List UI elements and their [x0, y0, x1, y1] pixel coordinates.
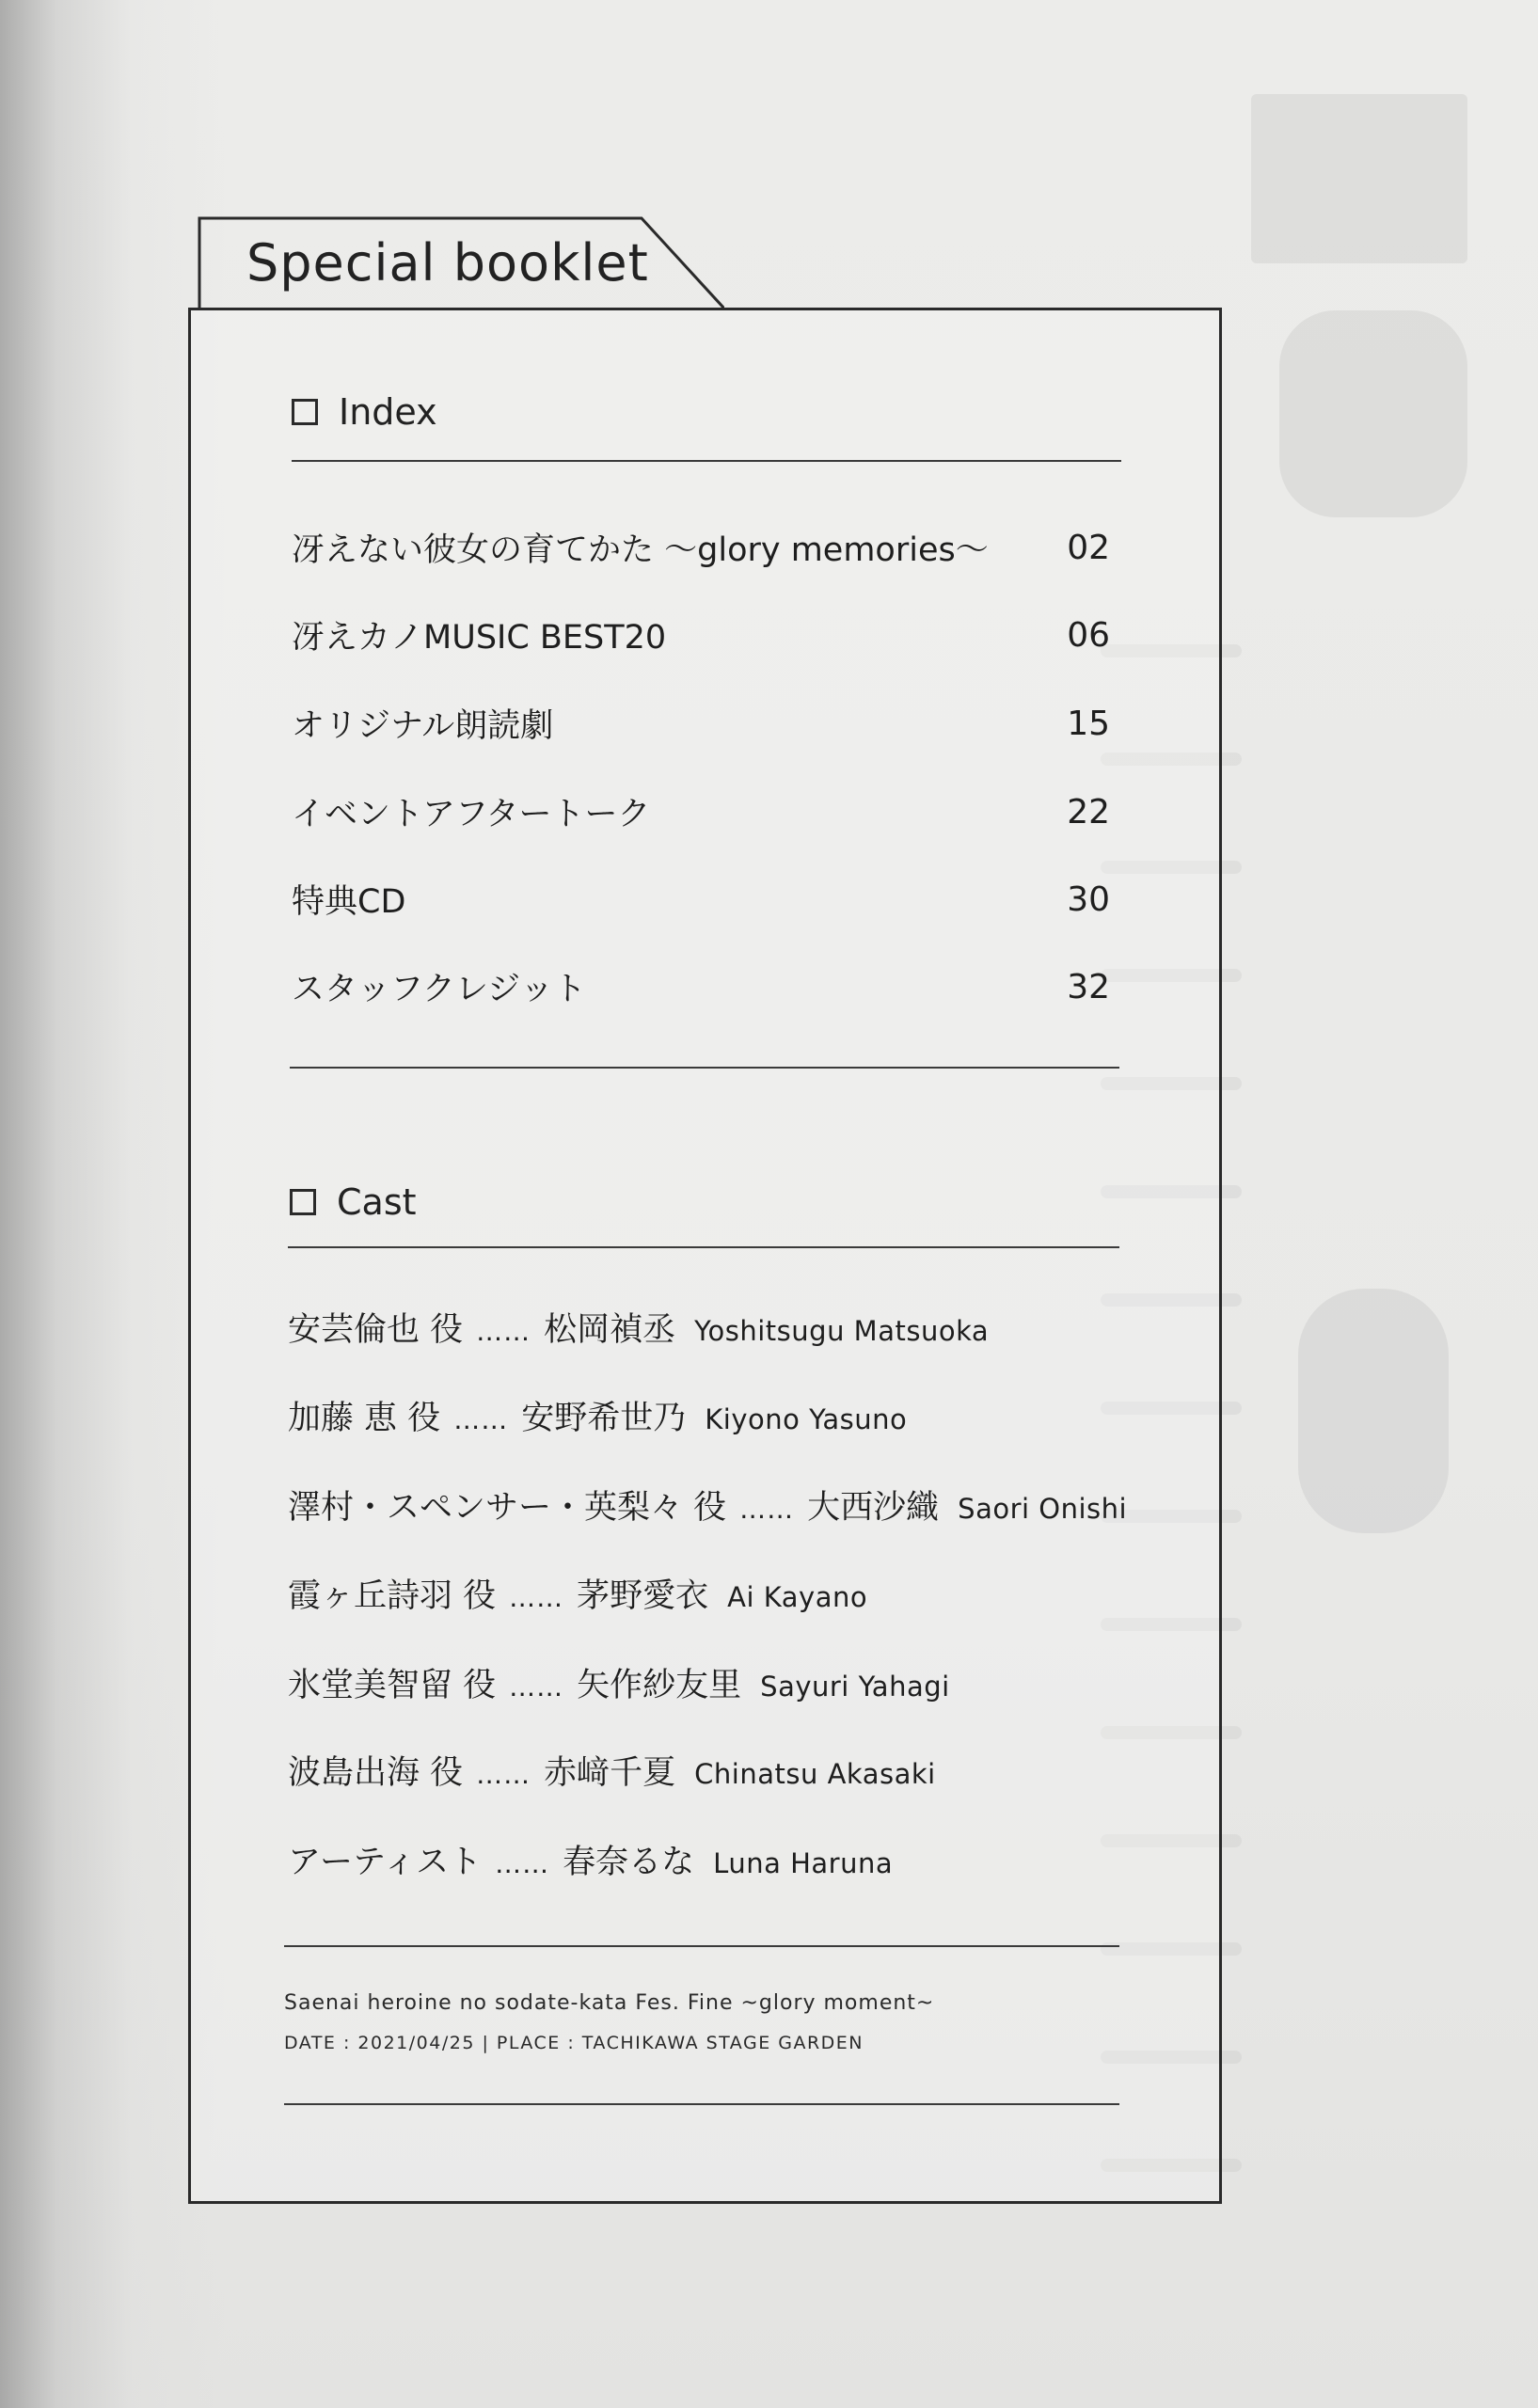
cast-dots: …… [453, 1404, 509, 1435]
cast-actor-romaji: Ai Kayano [727, 1581, 868, 1613]
cast-actor: 大西沙織 [807, 1489, 940, 1527]
cast-role: アーティスト [288, 1844, 483, 1881]
content-frame [188, 308, 1222, 2204]
booklet-tab [198, 216, 724, 310]
cast-role: 波島出海 役 [288, 1754, 464, 1792]
cast-member [288, 1304, 989, 1360]
index-heading-label: Index [339, 391, 437, 433]
index-item [292, 519, 1110, 576]
cast-actor-romaji: Luna Haruna [713, 1847, 894, 1879]
index-item-title: 冴えない彼女の育てかた ～glory memories～ [292, 531, 989, 569]
cast-actor-romaji: Yoshitsugu Matsuoka [694, 1315, 990, 1347]
index-item-title: イベントアフタートーク [292, 796, 651, 833]
index-item-page: 32 [1067, 967, 1110, 1006]
cast-dots: …… [495, 1848, 550, 1879]
bleed-through-image [1298, 1289, 1449, 1533]
cast-member [288, 1392, 907, 1449]
index-item [292, 695, 1110, 752]
index-bottom-rule [290, 1067, 1119, 1069]
cast-actor-romaji: Saori Onishi [958, 1493, 1128, 1525]
index-item-title: スタッフクレジット [292, 971, 587, 1008]
cast-role: 霞ヶ丘詩羽 役 [288, 1577, 497, 1615]
footer-bottom-rule [284, 2103, 1119, 2105]
cast-heading-label: Cast [337, 1181, 417, 1223]
index-item-page: 22 [1067, 792, 1110, 832]
cast-dots: …… [509, 1671, 564, 1703]
cast-member [288, 1570, 867, 1626]
index-item-page: 06 [1067, 615, 1110, 655]
bleed-through-image [1251, 94, 1467, 263]
cast-actor: 赤﨑千夏 [544, 1754, 676, 1792]
index-item-title: オリジナル朗読劇 [292, 707, 554, 745]
index-item [292, 784, 1110, 840]
cast-member [288, 1481, 1127, 1538]
checkbox-icon [290, 1189, 316, 1215]
cast-dots: …… [739, 1494, 795, 1525]
cast-actor-romaji: Kiyono Yasuno [705, 1403, 908, 1435]
cast-role: 安芸倫也 役 [288, 1311, 464, 1349]
cast-role: 氷堂美智留 役 [288, 1667, 497, 1704]
cast-top-rule [288, 1246, 1119, 1248]
cast-member [288, 1659, 950, 1716]
cast-actor: 矢作紗友里 [577, 1667, 742, 1704]
index-item [292, 871, 1110, 927]
cast-actor: 茅野愛衣 [577, 1577, 709, 1615]
index-heading [292, 391, 437, 433]
index-item-title: 冴えカノMUSIC BEST20 [292, 619, 667, 657]
index-item [292, 607, 1110, 663]
cast-heading [290, 1181, 417, 1223]
cast-member [288, 1836, 893, 1893]
booklet-title: Special booklet [246, 233, 649, 293]
cast-dots: …… [476, 1759, 531, 1790]
cast-actor: 松岡禎丞 [544, 1311, 676, 1349]
cast-role: 澤村・スペンサー・英梨々 役 [288, 1489, 727, 1527]
index-item-page: 15 [1067, 704, 1110, 743]
cast-dots: …… [509, 1582, 564, 1613]
bleed-through-image [1279, 310, 1467, 517]
cast-dots: …… [476, 1316, 531, 1347]
event-date-place: DATE : 2021/04/25 | PLACE : TACHIKAWA STAGE GARDEN [284, 2033, 864, 2053]
checkbox-icon [292, 399, 318, 425]
index-item-title: 特典CD [292, 883, 406, 921]
index-item-page: 30 [1067, 879, 1110, 919]
index-item-page: 02 [1067, 528, 1110, 567]
cast-actor: 安野希世乃 [521, 1400, 687, 1437]
cast-actor-romaji: Chinatsu Akasaki [694, 1758, 936, 1790]
cast-actor-romaji: Sayuri Yahagi [760, 1671, 950, 1703]
event-title: Saenai heroine no sodate-kata Fes. Fine ~glory moment~ [284, 1991, 935, 2015]
cast-member [288, 1747, 936, 1803]
cast-bottom-rule [284, 1945, 1119, 1947]
cast-role: 加藤 恵 役 [288, 1400, 441, 1437]
index-item [292, 958, 1110, 1015]
cast-actor: 春奈るな [563, 1844, 695, 1881]
index-top-rule [292, 460, 1121, 462]
